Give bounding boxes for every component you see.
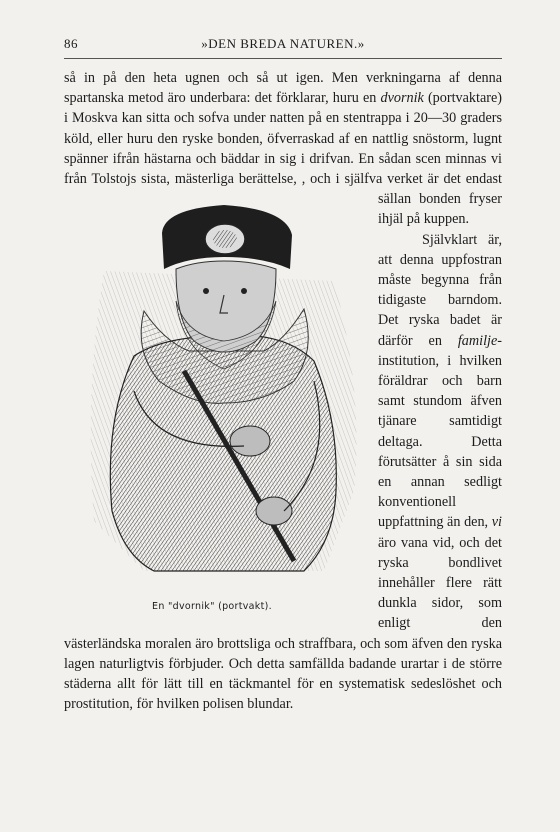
dvornik-engraving: [64, 191, 360, 591]
figure-caption: En "dvornik" (portvakt).: [152, 601, 272, 613]
body-text: [64, 68, 502, 715]
running-title: »DEN BREDA NATUREN.»: [201, 36, 365, 51]
figure: [64, 191, 360, 625]
page-number: 86: [64, 36, 78, 51]
header-rule: [64, 58, 502, 59]
paragraph: Självklart är, att denna uppfostran måste begynna från tidigaste barndom. Det ryska badet är därför en familje-institution, i hvilken föräldrar och barn samt stundom äfven tjänare samtidigt deltaga. Detta förutsätter å sin sida en annan sedligt konventionell uppfattning än den, vi äro vana vid, och det ryska bondlivet innehåller flere rätt dunkla sidor, som enligt den västerländska moralen äro brottsliga och straffbara, och som äfven den ryska lagen naturligtvis förbjuder. Och detta samfällda badande urartar i de större städerna allt för lätt till en täckmantel för en systematisk sedeslöshet och prostitution, för hvilken polisen blundar.: [64, 231, 502, 713]
paragraph: så in på den heta ugnen och så ut igen. Men verkningarna af denna spartanska metod äro underbara: det förklarar, huru en dvornik (portvaktare) i Moskva kan sitta och sofva under natten på en stentrappa i 20—30 graders köld, eller huru den ryske bonden, öfverraskad af en nattlig snöstorm, lugnt spänner ifrån hästarna och bäddar in sig i drifvan. En sådan scen minnas vi från Tolstojs sista, mästerliga berättelse, En "dvornik" (portvakt). , och i själfva verket är det endast sällan bonden fryser ihjäl på kuppen.: [64, 68, 502, 230]
